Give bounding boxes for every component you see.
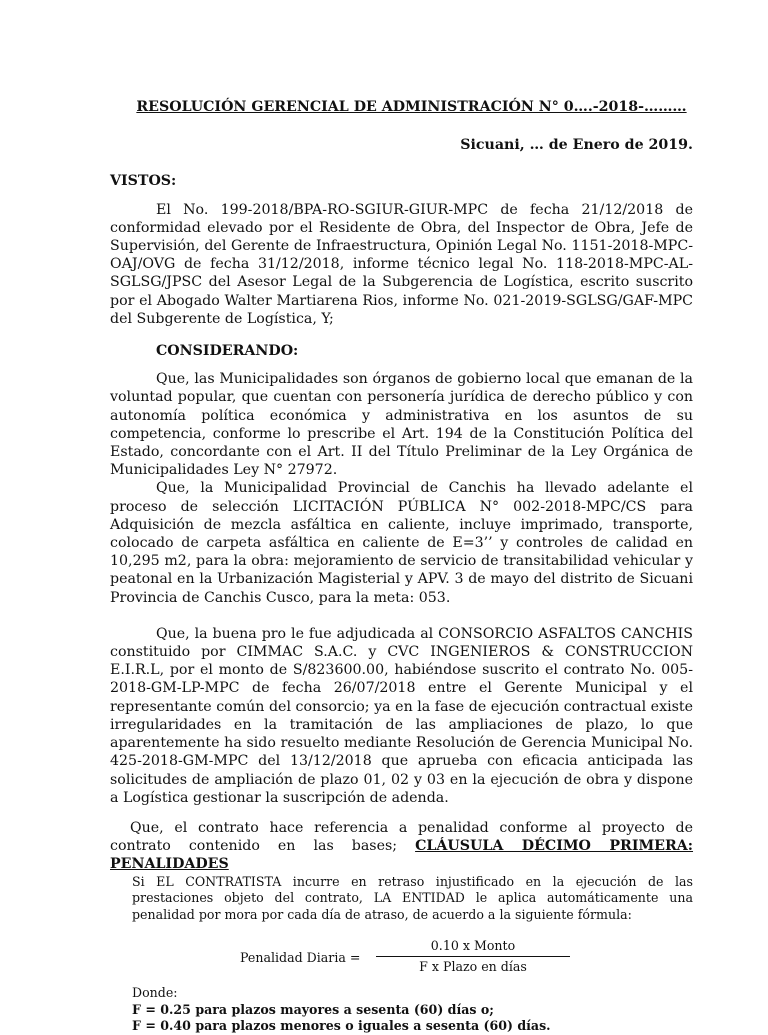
- document-title: RESOLUCIÓN GERENCIAL DE ADMINISTRACIÓN N° 0….-2018-………: [136, 99, 687, 115]
- vistos-heading: VISTOS:: [110, 173, 177, 190]
- considerando-paragraph-1: Que, las Municipalidades son órganos de gobierno local que emanan de la voluntad popular, que cuentan con personería jurídica de derecho público y con autonomía política económica y administrativa en los asuntos de su competencia, conforme lo prescribe el Art. 194 de la Constitución Política del Estado, concordante con el Art. II del Título Preliminar de la Ley Orgánica de Municipalidades Ley N° 27972.: [110, 371, 693, 479]
- document-page: [110, 98, 693, 1035]
- penalty-clause-heading: CLÁUSULA DÉCIMO PRIMERA: PENALIDADES: [110, 838, 694, 873]
- factor-line-1: F = 0.25 para plazos mayores a sesenta (60) días o;: [132, 1001, 494, 1017]
- paragraph-4-lead: Que, el contrato hace referencia a penalidad conforme al proyecto de contrato contenido en las bases;: [110, 819, 693, 855]
- formula-lhs: Penalidad Diaria =: [240, 950, 361, 966]
- vistos-paragraph: El No. 199-2018/BPA-RO-SGIUR-GIUR-MPC de fecha 21/12/2018 de conformidad elevado por el Residente de Obra, del Inspector de Obra, Jefe de Supervisión, del Gerente de Infraestructura, Opinión Legal No. 1151-2018-MPC-OAJ/OVG de fecha 31/12/2018, informe técnico legal No. 118-2018-MPC-AL-SGLSG/JPSC del Asesor Legal de la Subgerencia de Logística, escrito suscrito por el Abogado Walter Martiarena Rios, informe No. 021-2019-SGLSG/GAF-MPC del Subgerente de Logística, Y;: [110, 201, 693, 327]
- formula-numerator: 0.10 x Monto: [376, 937, 570, 957]
- penalty-clause-text: Si EL CONTRATISTA incurre en retraso injustificado en la ejecución de las prestaciones objeto del contrato, LA ENTIDAD le aplica automáticamente una penalidad por mora por cada día de atraso, de acuerdo a la siguiente fórmula:: [132, 873, 693, 922]
- formula-denominator: F x Plazo en días: [419, 959, 527, 975]
- penalty-clause-body: [132, 874, 693, 924]
- considerando-paragraph-4: [110, 819, 693, 874]
- dateline: Sicuani, … de Enero de 2019.: [460, 137, 693, 154]
- donde-label: Donde:: [132, 985, 178, 1001]
- considerando-paragraph-2: Que, la Municipalidad Provincial de Canchis ha llevado adelante el proceso de selección LICITACIÓN PÚBLICA N° 002-2018-MPC/CS para Adquisición de mezcla asfáltica en caliente, incluye imprimado, transporte, colocado de carpeta asfáltica en caliente de E=3’’ y controles de calidad en 10,295 m2, para la obra: mejoramiento de servicio de transitabilidad vehicular y peatonal en la Urbanización Magisterial y APV. 3 de mayo del distrito de Sicuani Provincia de Canchis Cusco, para la meta: 053.: [110, 480, 693, 606]
- factor-line-2: F = 0.40 para plazos menores o iguales a sesenta (60) días.: [132, 1018, 551, 1034]
- formula-fraction: [376, 937, 570, 976]
- penalty-formula: [110, 937, 693, 979]
- considerando-heading: CONSIDERANDO:: [156, 343, 299, 360]
- considerando-paragraph-3: Que, la buena pro le fue adjudicada al CONSORCIO ASFALTOS CANCHIS constituido por CIMMAC S.A.C. y CVC INGENIEROS & CONSTRUCCION E.I.R.L, por el monto de S/823600.00, habiéndose suscrito el contrato No. 005-2018-GM-LP-MPC de fecha 26/07/2018 entre el Gerente Municipal y el representante común del consorcio; ya en la fase de ejecución contractual existe irregularidades en la tramitación de las ampliaciones de plazo, lo que aparentemente ha sido resuelto mediante Resolución de Gerencia Municipal No. 425-2018-GM-MPC del 13/12/2018 que aprueba con eficacia anticipada las solicitudes de ampliación de plazo 01, 02 y 03 en la ejecución de obra y dispone a Logística gestionar la suscripción de adenda.: [110, 625, 693, 806]
- formula-legend: [132, 985, 693, 1002]
